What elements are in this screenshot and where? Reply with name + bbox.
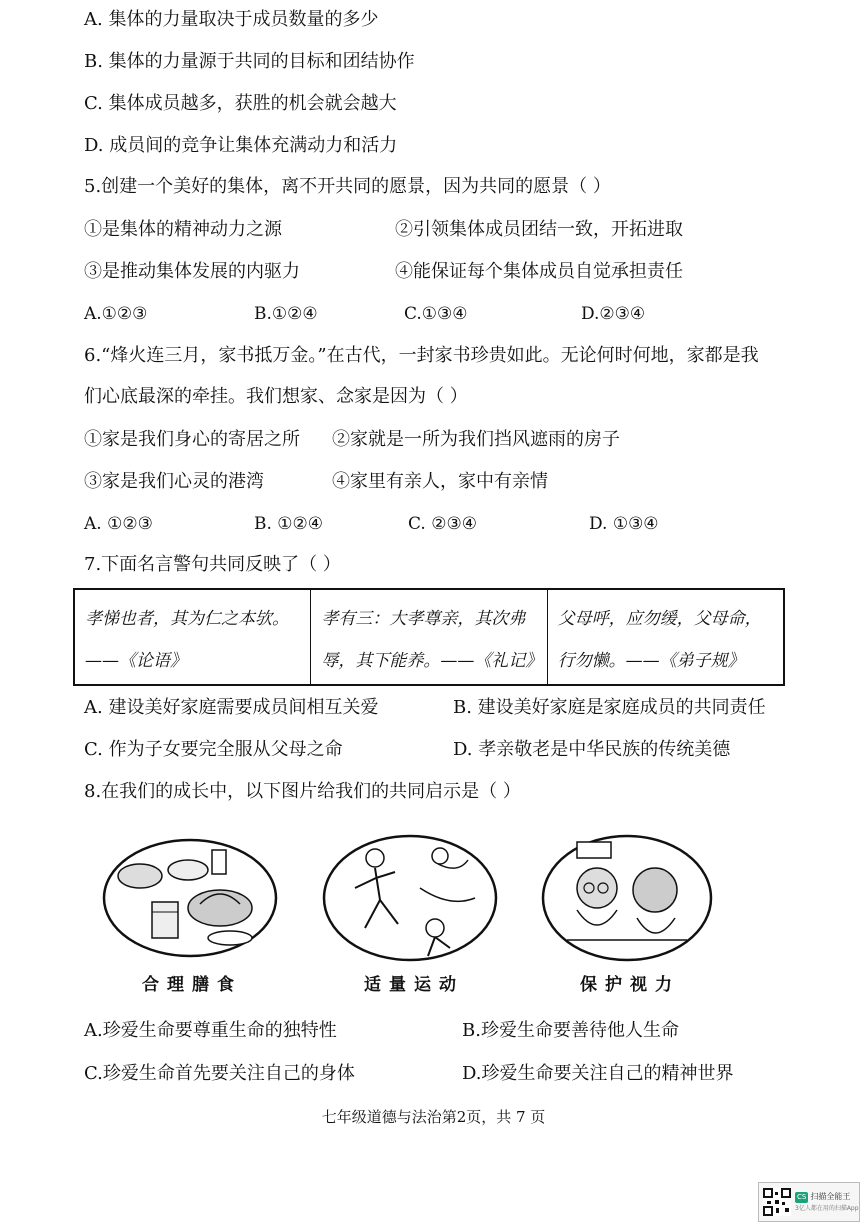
quote-table bbox=[73, 588, 785, 686]
q7-option-a: A. 建设美好家庭需要成员间相互关爱 bbox=[84, 697, 379, 718]
caption-exercise: 适量运动 bbox=[364, 975, 464, 995]
q5-option-d: D.②③④ bbox=[581, 304, 646, 324]
q6-statement-3: ③家是我们心灵的港湾 bbox=[84, 471, 264, 492]
camscanner-logo: CS bbox=[797, 1192, 807, 1201]
q7-option-d: D. 孝亲敬老是中华民族的传统美德 bbox=[453, 739, 731, 760]
qr-code-icon bbox=[763, 1188, 791, 1216]
q5-option-b: B.①②④ bbox=[254, 304, 318, 324]
q6-statement-1: ①家是我们身心的寄居之所 bbox=[84, 429, 300, 450]
q5-statement-4: ④能保证每个集体成员自觉承担责任 bbox=[395, 261, 683, 282]
q4-option-a: A. 集体的力量取决于成员数量的多少 bbox=[84, 9, 379, 30]
exercise-illustration bbox=[320, 828, 500, 968]
q6-option-a: A. ①②③ bbox=[84, 514, 153, 534]
q5-option-c: C.①③④ bbox=[404, 304, 468, 324]
q5-statement-2: ②引领集体成员团结一致，开拓进取 bbox=[395, 219, 683, 240]
healthy-diet-illustration bbox=[100, 828, 280, 968]
q4-option-b: B. 集体的力量源于共同的目标和团结协作 bbox=[84, 51, 415, 72]
caption-diet: 合理膳食 bbox=[142, 975, 242, 995]
quote-dizigui: 父母呼，应勿缓，父母命，行勿懒。——《弟子规》 bbox=[557, 609, 762, 671]
q7-option-b: B. 建设美好家庭是家庭成员的共同责任 bbox=[453, 697, 766, 718]
quote-lunyu: 孝悌也者，其为仁之本欤。——《论语》 bbox=[75, 590, 311, 684]
q6-stem-line1: 6.“烽火连三月，家书抵万金。”在古代，一封家书珍贵如此。无论何时何地，家都是我 bbox=[84, 345, 759, 366]
q6-option-c: C. ②③④ bbox=[408, 514, 477, 534]
q5-statement-3: ③是推动集体发展的内驱力 bbox=[84, 261, 300, 282]
watermark-tagline: 3亿人都在用的扫描App bbox=[795, 1204, 859, 1212]
q8-stem: 8.在我们的成长中，以下图片给我们的共同启示是（ ） bbox=[84, 781, 521, 802]
q7-option-c: C. 作为子女要完全服从父母之命 bbox=[84, 739, 343, 760]
q5-statement-1: ①是集体的精神动力之源 bbox=[84, 219, 282, 240]
q5-option-a: A.①②③ bbox=[84, 304, 148, 324]
q8-option-a: A.珍爱生命要尊重生命的独特性 bbox=[84, 1020, 337, 1041]
q4-option-c: C. 集体成员越多，获胜的机会就会越大 bbox=[84, 93, 397, 114]
q8-option-b: B.珍爱生命要善待他人生命 bbox=[462, 1020, 679, 1041]
q8-option-c: C.珍爱生命首先要关注自己的身体 bbox=[84, 1063, 355, 1084]
eye-care-illustration bbox=[537, 828, 717, 968]
q4-option-d: D. 成员间的竞争让集体充满动力和活力 bbox=[84, 135, 398, 156]
caption-eyesight: 保护视力 bbox=[580, 975, 680, 995]
scanner-watermark bbox=[758, 1182, 860, 1222]
q6-statement-2: ②家就是一所为我们挡风遮雨的房子 bbox=[332, 429, 620, 450]
q7-stem: 7.下面名言警句共同反映了（ ） bbox=[84, 554, 341, 575]
q6-statement-4: ④家里有亲人，家中有亲情 bbox=[332, 471, 548, 492]
q6-option-d: D. ①③④ bbox=[589, 514, 659, 534]
q6-stem-line2: 们心底最深的牵挂。我们想家、念家是因为（ ） bbox=[84, 386, 468, 407]
watermark-name: 扫描全能王 bbox=[810, 1191, 851, 1201]
q6-option-b: B. ①②④ bbox=[254, 514, 324, 534]
q5-stem: 5.创建一个美好的集体，离不开共同的愿景，因为共同的愿景（ ） bbox=[84, 176, 611, 197]
quote-liji: 孝有三：大孝尊亲，其次弗辱，其下能养。——《礼记》 bbox=[311, 590, 547, 684]
q8-option-d: D.珍爱生命要关注自己的精神世界 bbox=[462, 1063, 734, 1084]
page-footer: 七年级道德与法治第2页，共 7 页 bbox=[321, 1108, 546, 1126]
